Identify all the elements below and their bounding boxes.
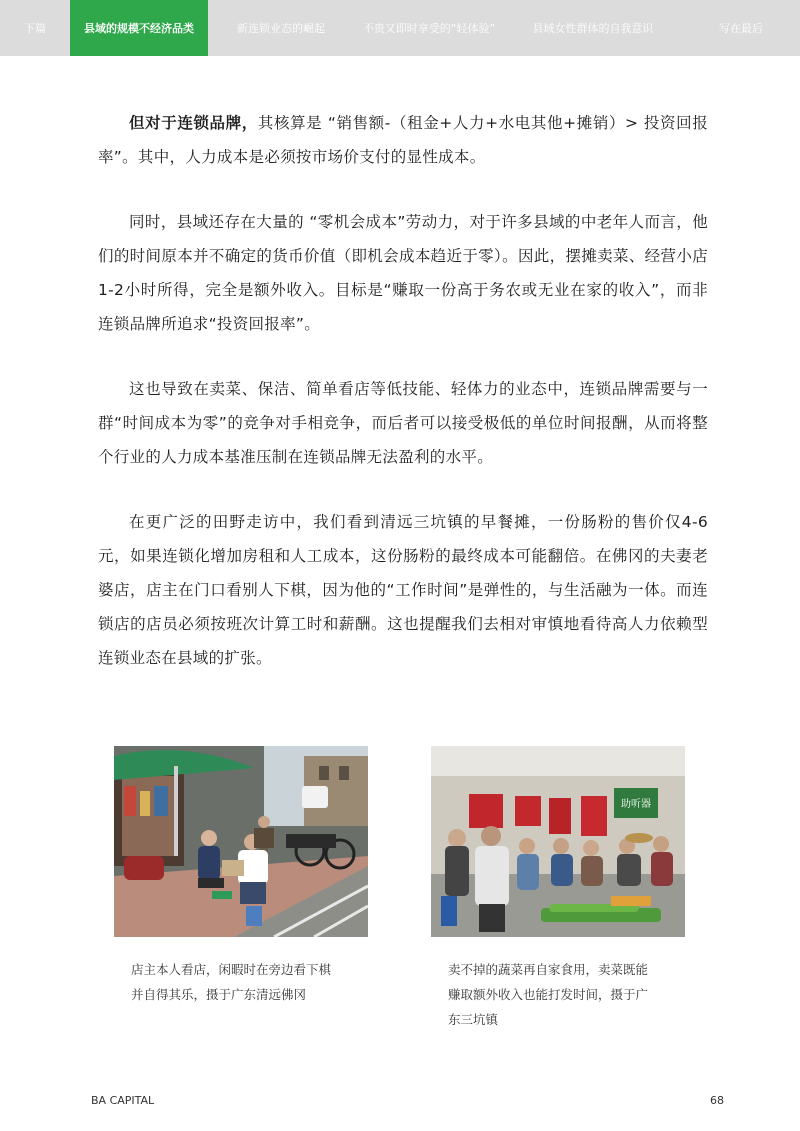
- tab-afterword[interactable]: 写在最后: [719, 22, 763, 35]
- tab-light-experience[interactable]: 不贵又即时享受的“轻体验”: [362, 22, 496, 35]
- tab-part-two[interactable]: 下篇: [24, 22, 46, 35]
- caption-line: 并自得其乐，摄于广东清远佛冈: [131, 987, 307, 1002]
- section-nav: [0, 0, 800, 56]
- paragraph-lead-bold: 但对于连锁品牌，: [129, 114, 258, 132]
- caption-line: 东三坑镇: [448, 1012, 499, 1027]
- paragraph-zero-opportunity-cost: 同时，县域还存在大量的 “零机会成本”劳动力，对于许多县域的中老年人而言，他们的时间原本并不确定的货币价值（即机会成本趋近于零）。因此，摆摊卖菜、经营小店1-2小时所得，完全是额外收入。目标是“赚取一份高于务农或无业在家的收入”，而非连锁品牌所追求“投资回报率”。: [98, 213, 708, 333]
- paragraph-chain-accounting: [98, 106, 708, 174]
- paragraph-text: 其核算是 “销售额-（租金+人力+水电其他+摊销）> 投资回报率”。其中，人力成本是必须按市场价支付的显性成本。: [98, 114, 708, 166]
- photo-caption-right: [448, 957, 648, 1032]
- tab-county-women[interactable]: 县域女性群体的自我意识: [532, 22, 654, 35]
- hearing-aid-sign-text: 助听器: [621, 799, 651, 810]
- photo-caption-left: [131, 957, 331, 1007]
- tab-county-diseconomy[interactable]: 县域的规模不经济品类: [70, 0, 208, 56]
- caption-line: 店主本人看店，闲暇时在旁边看下棋: [131, 962, 332, 977]
- photo-vegetable-sellers: [431, 746, 685, 937]
- photo-street-chess: [114, 746, 368, 937]
- paragraph-competition: 这也导致在卖菜、保洁、简单看店等低技能、轻体力的业态中，连锁品牌需要与一群“时间成本为零”的竞争对手相竞争，而后者可以接受极低的单位时间报酬，从而将整个行业的人力成本基准压制在连锁品牌无法盈利的水平。: [98, 380, 708, 466]
- caption-line: 卖不掉的蔬菜再自家食用，卖菜既能: [448, 962, 649, 977]
- tab-new-chain-formats[interactable]: 新连锁业态的崛起: [237, 22, 325, 35]
- caption-line: 赚取额外收入也能打发时间，摄于广: [448, 987, 649, 1002]
- footer-brand: BA CAPITAL: [91, 1094, 155, 1107]
- paragraph-field-visit: 在更广泛的田野走访中，我们看到清远三坑镇的早餐摊，一份肠粉的售价仅4-6元，如果连锁化增加房租和人工成本，这份肠粉的最终成本可能翻倍。在佛冈的夫妻老婆店，店主在门口看别人下棋，因为他的“工作时间”是弹性的，与生活融为一体。而连锁店的店员必须按班次计算工时和薪酬。这也提醒我们去相对审慎地看待高人力依赖型连锁业态在县域的扩张。: [98, 513, 708, 667]
- article-body: [98, 106, 708, 675]
- page-number: 68: [710, 1094, 724, 1107]
